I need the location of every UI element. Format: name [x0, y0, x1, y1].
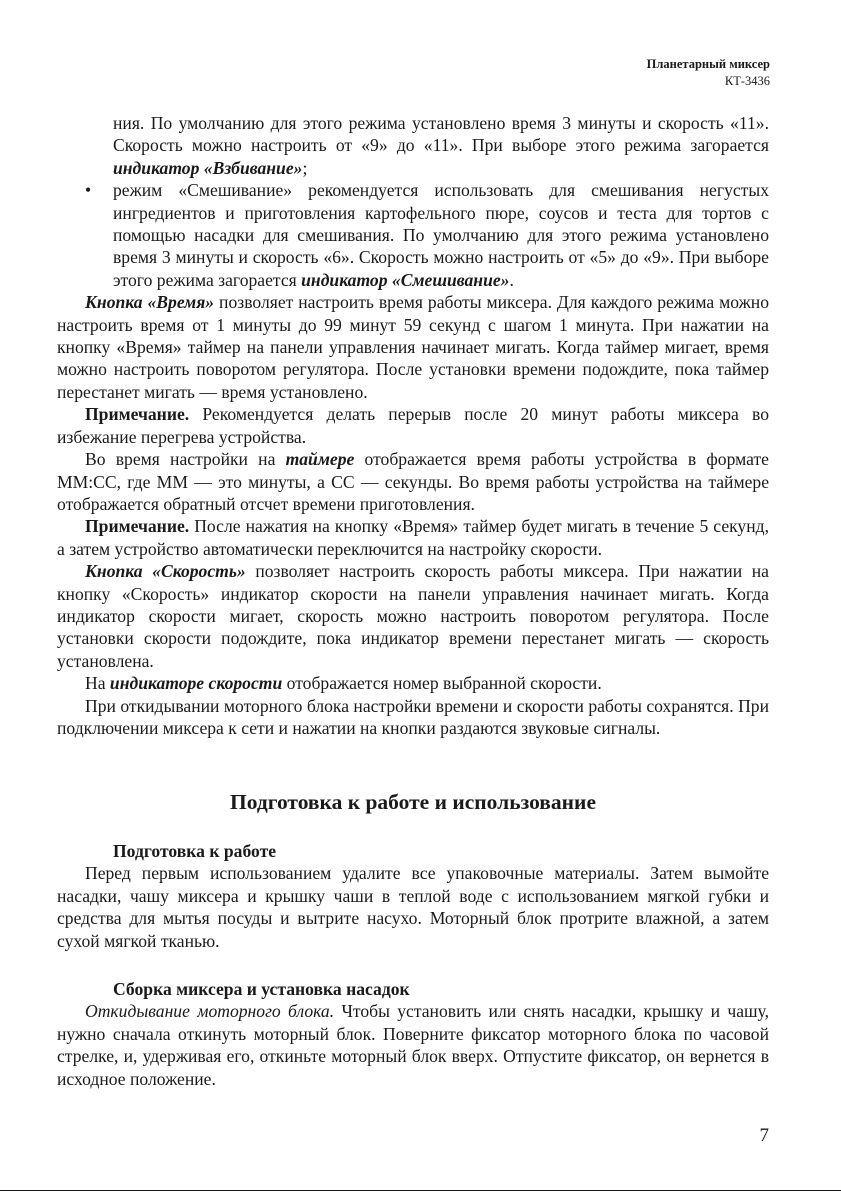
section-title: Подготовка к работе и использование [230, 790, 596, 814]
note-label: Примечание. [85, 516, 190, 537]
speed-indicator-term: индикаторе скорости [109, 673, 283, 694]
spacer [57, 952, 769, 978]
speed-button-text: позволяет настроить скорость работы миксера. При нажатии на кнопку «Скорость» индикатор скорости на панели управления начинает мигать. Когда индикатор скорости мигает, скорость можно настроить поворотом регулятора. После установки скорости подождите, пока индикатор времени перестанет мигать — скорость установлена. [57, 561, 769, 671]
note-text: Рекомендуется делать перерыв после 20 минут работы миксера во избежание перегрева устройства. [57, 404, 769, 447]
note-label: Примечание. [85, 404, 190, 425]
assembly-paragraph [57, 1000, 769, 1090]
note-text: После нажатия на кнопку «Время» таймер будет мигать в течение 5 секунд, а затем устройство автоматически переключится на настройку скорости. [57, 516, 769, 559]
timer-pre: Во время настройки на [85, 449, 286, 470]
bullet-marker: • [85, 180, 92, 201]
body-text [57, 112, 769, 739]
header-title: Планетарный миксер [646, 57, 770, 71]
speed-button-term: Кнопка «Скорость» [85, 561, 246, 582]
assembly-heading: Сборка миксера и установка насадок [113, 979, 410, 1000]
assembly-text: Чтобы установить или снять насадки, крышку и чашу, нужно сначала откинуть моторный блок. Поверните фиксатор моторного блока по часовой стрелке, и, удерживая его, откиньте моторный блок вверх. Отпустите фиксатор, он вернется в исходное положение. [57, 1001, 769, 1089]
timer-paragraph [57, 448, 769, 515]
whip-indicator-term: индикатор «Взбивание» [113, 157, 303, 178]
time-button-paragraph [57, 291, 769, 403]
header-model: КТ-3436 [724, 74, 770, 88]
note-timer-blink [57, 515, 769, 560]
preparation-section [57, 840, 769, 1090]
timer-term: таймере [285, 449, 355, 470]
speed-indicator-text: отображается номер выбранной скорости. [282, 673, 602, 694]
mix-mode-end: . [509, 269, 514, 290]
mix-indicator-term: индикатор «Смешивание» [301, 269, 510, 290]
whip-mode-continuation [57, 112, 769, 179]
time-button-text: позволяет настроить время работы миксера. Для каждого режима можно настроить время от 1 минуты до 99 минут 59 секунд с шагом 1 минута. При нажатии на кнопку «Время» таймер на панели управления начинает мигать. Когда таймер мигает, время можно настроить поворотом регулятора. После установки времени подождите, пока таймер перестанет мигать — время установлено. [57, 292, 769, 402]
continuation-text: ния. По умолчанию для этого режима установлено время 3 минуты и скорость «11». Скорость можно настроить от «9» до «11». При выборе этого режима загорается [113, 113, 769, 156]
continuation-end: ; [302, 157, 308, 178]
tilt-paragraph: При откидывании моторного блока настройки времени и скорости работы сохранятся. При подключении миксера к сети и нажатии на кнопки раздаются звуковые сигналы. [57, 695, 769, 738]
page-number: 7 [759, 1125, 769, 1146]
speed-indicator-paragraph [57, 672, 769, 694]
note-overheat [57, 403, 769, 448]
bottom-rule [0, 1190, 841, 1191]
prep-paragraph: Перед первым использованием удалите все упаковочные материалы. Затем вымойте насадки, чашу миксера и крышку чаши в теплой воде с использованием мягкой губки и средства для мытья посуды и вытрите насухо. Моторный блок протрите влажной, а затем сухой мягкой тканью. [57, 863, 769, 951]
time-button-term: Кнопка «Время» [85, 292, 215, 313]
speed-indicator-pre: На [85, 673, 110, 694]
mix-mode-text: режим «Смешивание» рекомендуется использовать для смешивания негустых ингредиентов и приготовления картофельного пюре, соусов и теста для тортов с помощью насадки для смешивания. По умолчанию для этого режима установлено время 3 минуты и скорость «6». Скорость можно настроить от «5» до «9». При выборе этого режима загорается [113, 180, 769, 290]
prep-heading: Подготовка к работе [113, 841, 277, 861]
page-header [647, 56, 770, 90]
speed-button-paragraph [57, 560, 769, 672]
assembly-term: Откидывание моторного блока. [85, 1001, 335, 1022]
timer-text: отображается время работы устройства в формате ММ:СС, где ММ — это минуты, а СС — секунды. Во время работы устройства на таймере отображается обратный отсчет времени приготовления. [57, 449, 769, 514]
mix-mode-bullet [57, 179, 769, 291]
